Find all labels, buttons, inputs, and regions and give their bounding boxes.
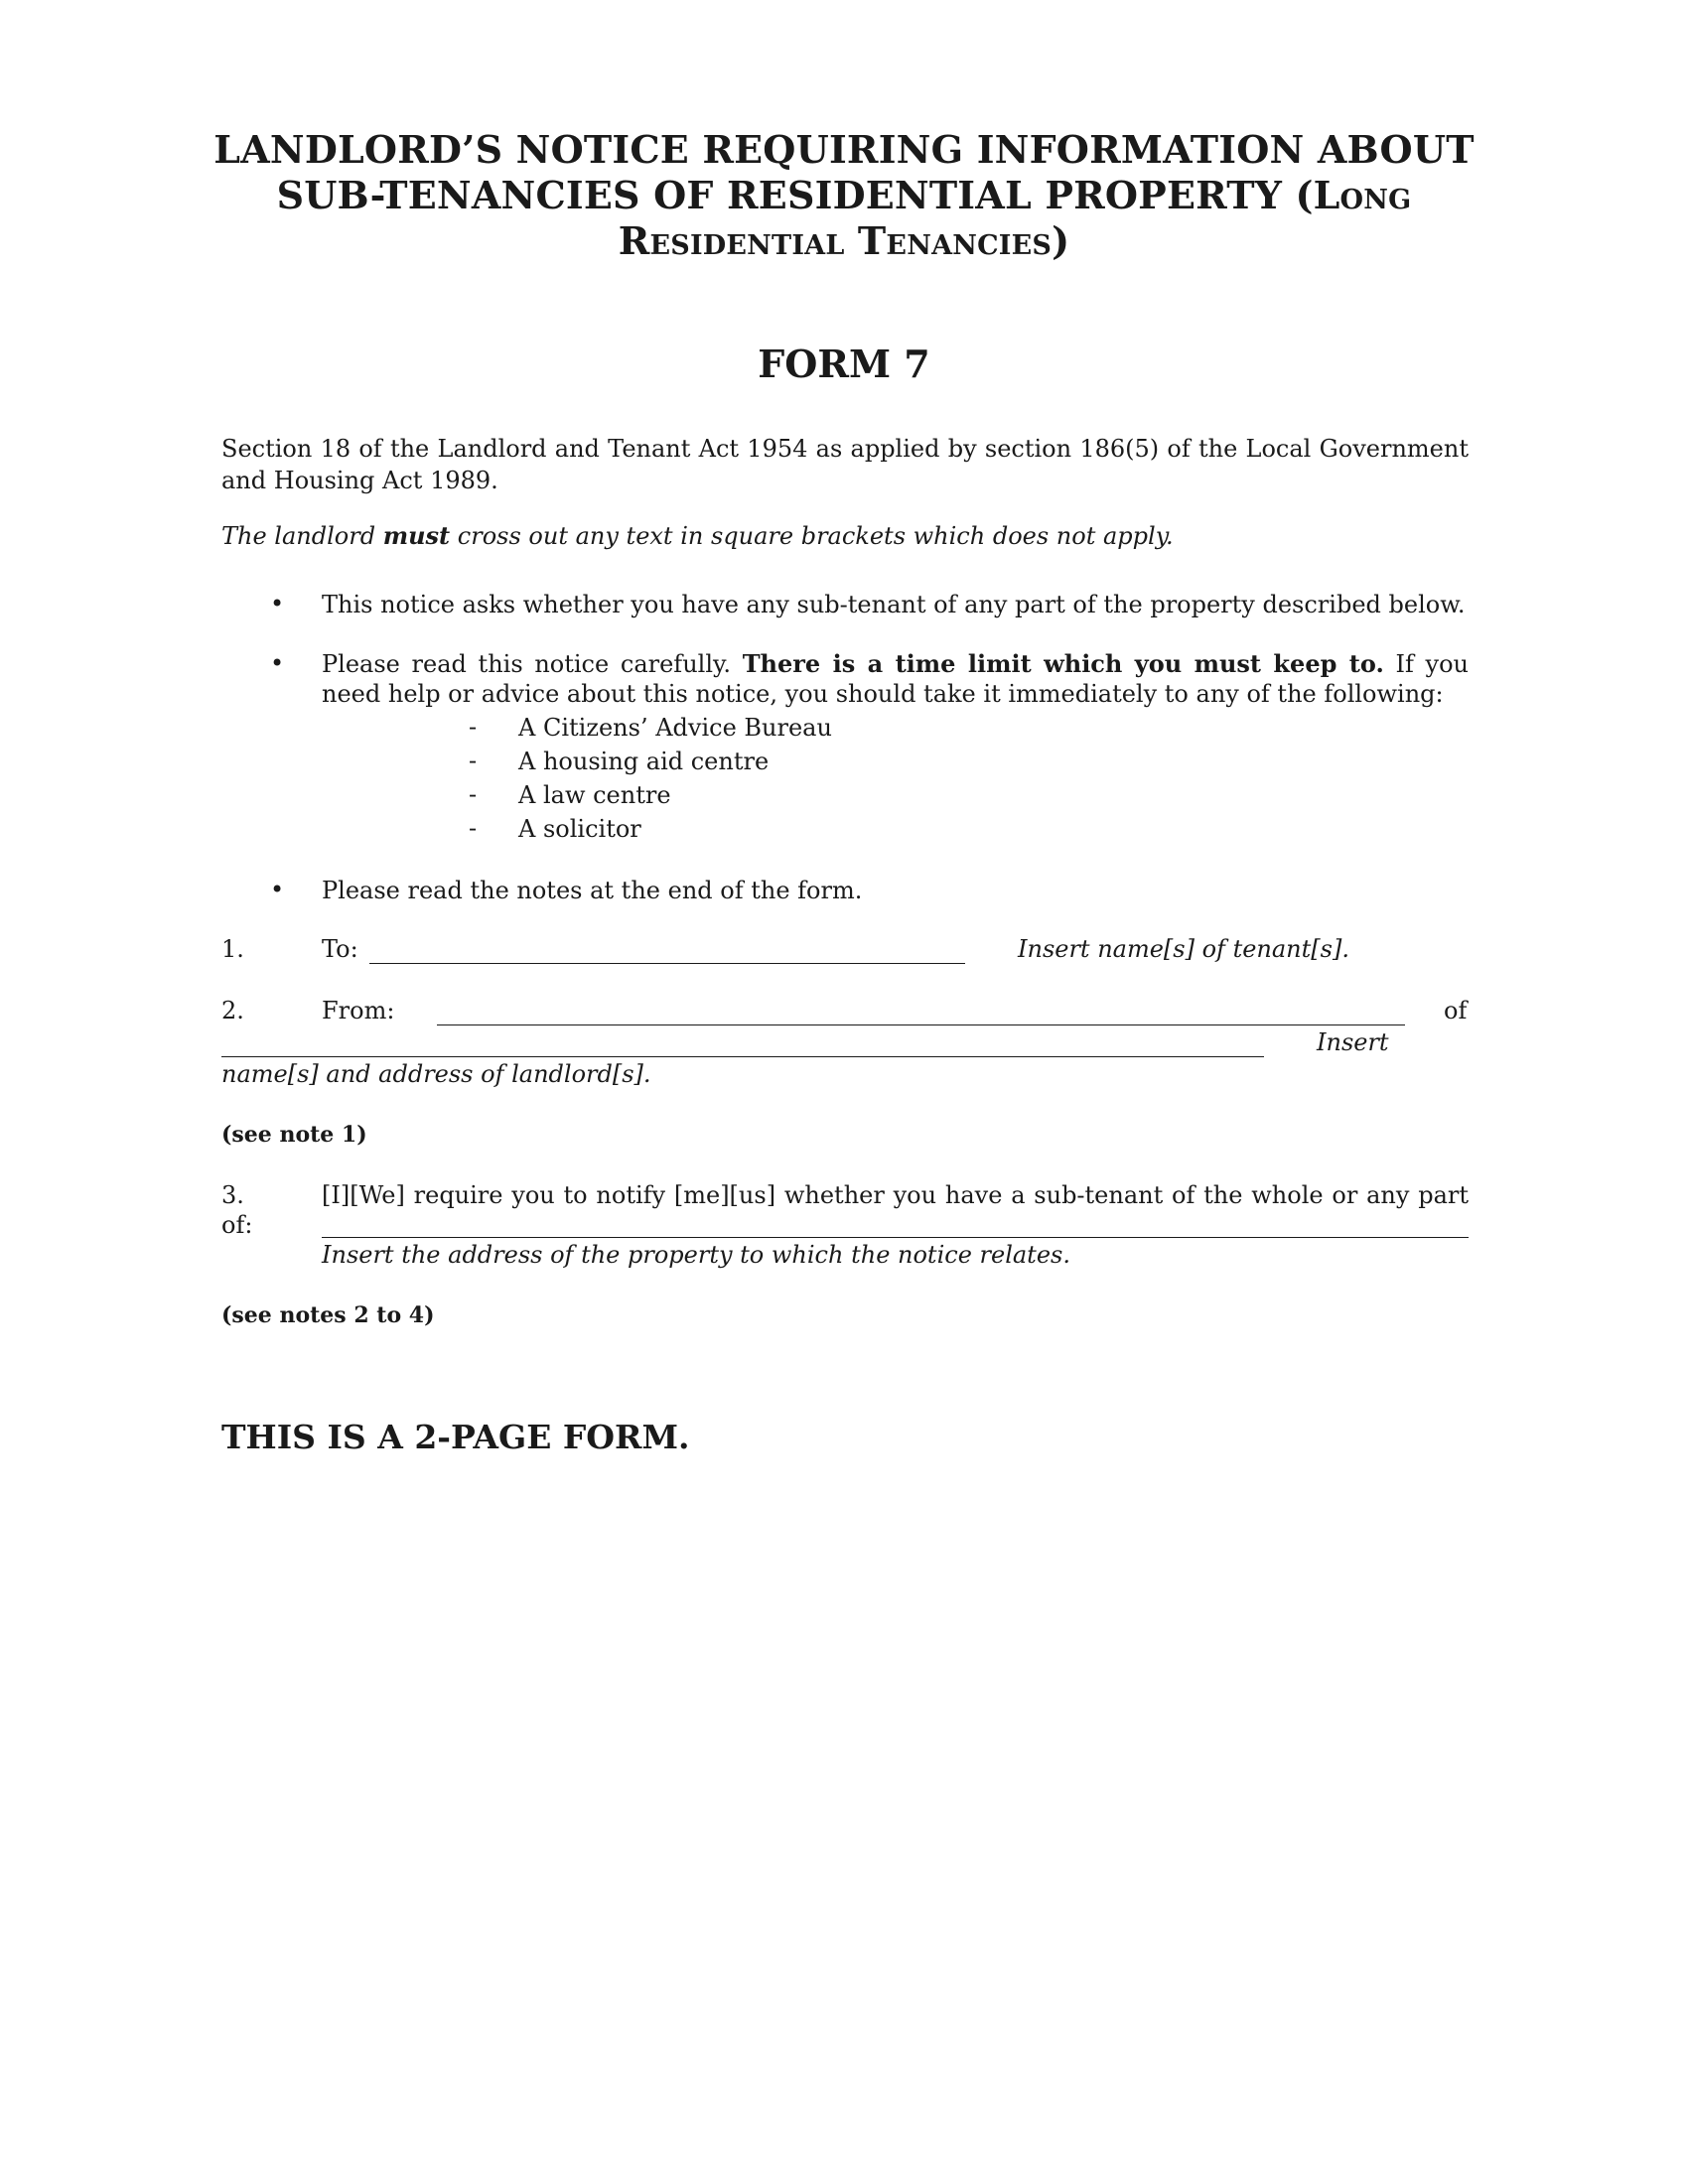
title-line-3-smallcaps: Residential Tenancies — [618, 218, 1053, 263]
landlord-name-field[interactable] — [437, 1024, 1405, 1025]
bullet-text-1: This notice asks whether you have any sub-tenant of any part of the property described below. — [322, 591, 1466, 618]
tenant-name-field[interactable] — [369, 963, 965, 964]
item-3-note: Insert the address of the property to which the notice relates. — [322, 1241, 1070, 1269]
item-3-number: 3. — [221, 1181, 244, 1209]
bullet-2-pre: Please read this notice carefully. — [322, 650, 743, 678]
instruction-pre: The landlord — [221, 522, 383, 550]
item-2-of: of — [1444, 997, 1468, 1024]
title-line-2-smallcaps: Long — [1313, 173, 1412, 217]
title-line-3 — [199, 218, 1489, 264]
title-line-2 — [199, 173, 1489, 218]
advisor-item-3: A law centre — [518, 781, 671, 809]
instruction-paragraph — [221, 520, 1469, 552]
bullet-text-2 — [322, 649, 1469, 709]
item-1-number: 1. — [221, 935, 244, 963]
bullet-2-bold: There is a time limit which you must keep to. — [742, 649, 1384, 678]
title-line-2-main: SUB-TENANCIES OF RESIDENTIAL PROPERTY ( — [276, 173, 1314, 217]
statute-paragraph: Section 18 of the Landlord and Tenant Act 1954 as applied by section 186(5) of the Local Government and Housing Act 1989. — [221, 435, 1469, 494]
see-notes-2-4: (see notes 2 to 4) — [221, 1302, 435, 1328]
item-1-label: To: — [322, 935, 358, 963]
instruction-post: cross out any text in square brackets which does not apply. — [450, 522, 1174, 550]
dash-marker-3: - — [469, 780, 478, 808]
item-3-text: [I][We] require you to notify [me][us] whether you have a sub-tenant of the whole or any part — [322, 1181, 1469, 1209]
item-3-of: of: — [221, 1211, 253, 1239]
two-page-form-notice: THIS IS A 2-PAGE FORM. — [221, 1418, 690, 1456]
item-2-note-part-1: Insert — [1317, 1028, 1389, 1056]
form-heading: FORM 7 — [758, 341, 930, 386]
item-2-note-part-2: name[s] and address of landlord[s]. — [221, 1060, 651, 1088]
property-address-field[interactable] — [322, 1237, 1469, 1238]
dash-marker-2: - — [469, 747, 478, 774]
title-line-1: LANDLORD’S NOTICE REQUIRING INFORMATION ABOUT — [213, 127, 1475, 172]
document-title — [199, 127, 1489, 264]
dash-marker-4: - — [469, 814, 478, 842]
bullet-text-3: Please read the notes at the end of the form. — [322, 877, 863, 904]
advisor-item-4: A solicitor — [518, 815, 641, 843]
title-line-3-end: ) — [1052, 218, 1070, 263]
item-2-number: 2. — [221, 997, 244, 1024]
bullet-marker-3: • — [270, 876, 285, 903]
dash-marker-1: - — [469, 713, 478, 741]
see-note-1: (see note 1) — [221, 1122, 367, 1148]
bullet-marker-2: • — [270, 649, 285, 677]
bullet-marker-1: • — [270, 590, 285, 617]
instruction-bold: must — [382, 521, 451, 550]
landlord-address-field[interactable] — [221, 1056, 1264, 1057]
advisor-item-2: A housing aid centre — [518, 748, 770, 775]
bullet-2-post: If you need help or advice about this notice, you should take it immediately to any of the following: — [322, 650, 1469, 708]
item-1-note: Insert name[s] of tenant[s]. — [1018, 935, 1349, 963]
item-2-label: From: — [322, 997, 395, 1024]
advisor-item-1: A Citizens’ Advice Bureau — [518, 714, 832, 742]
